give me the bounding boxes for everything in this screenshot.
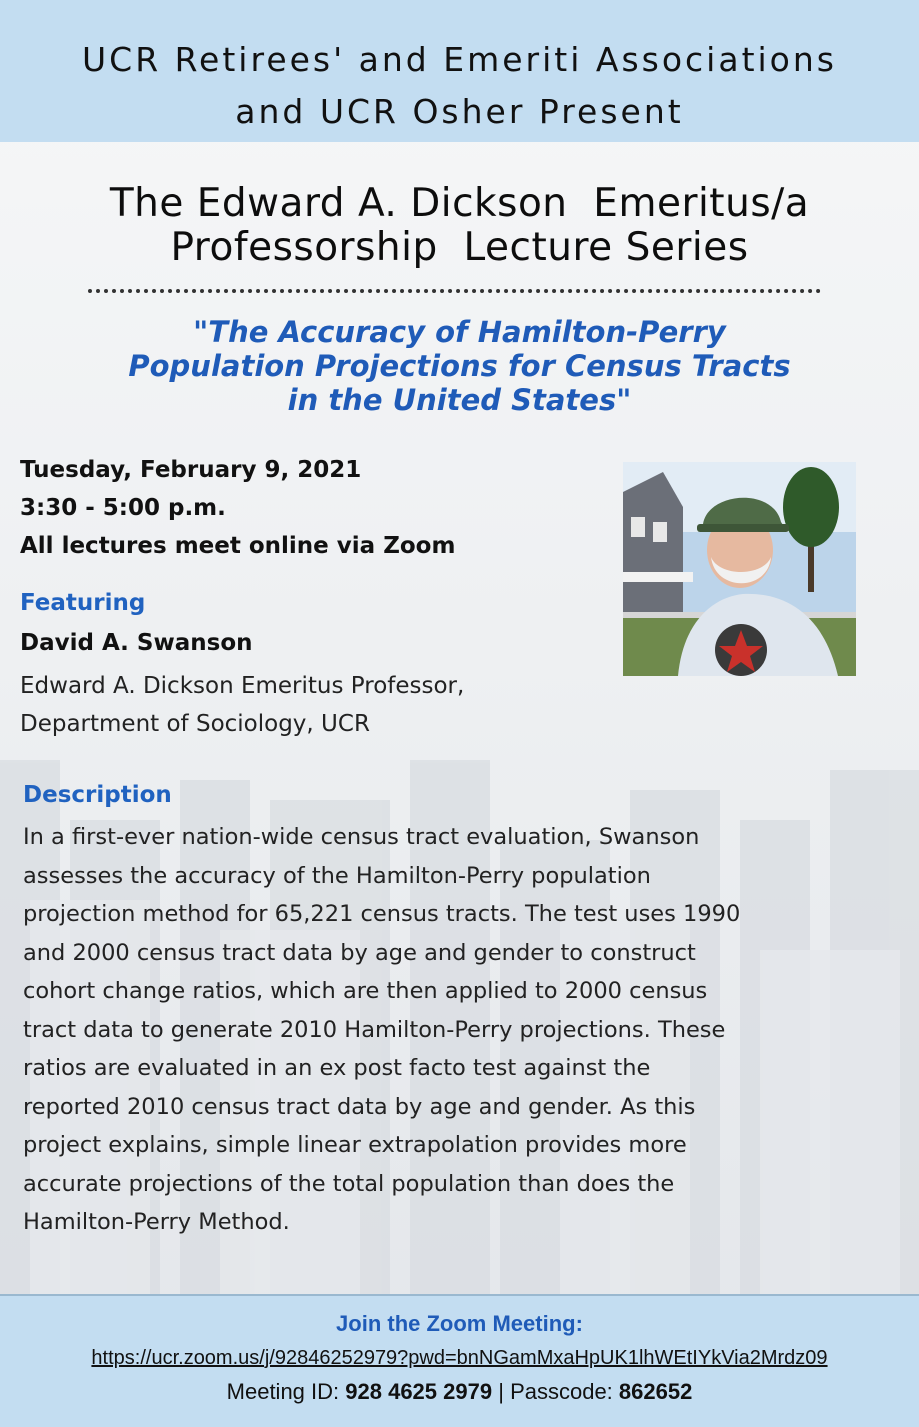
meeting-id: 928 4625 2979: [345, 1379, 493, 1404]
description-label: Description: [23, 782, 172, 808]
description-line: cohort change ratios, which are then applied to 2000 census: [23, 978, 708, 1004]
speaker-title-line-2: Department of Sociology, UCR: [20, 711, 370, 737]
speaker-title: [20, 667, 464, 743]
zoom-heading: Join the Zoom Meeting:: [336, 1311, 583, 1336]
talk-title-line-2: Population Projections for Census Tracts: [128, 349, 791, 383]
event-location: All lectures meet online via Zoom: [20, 533, 456, 559]
meeting-id-label: Meeting ID:: [226, 1379, 340, 1404]
description-line: and 2000 census tract data by age and gender to construct: [23, 939, 696, 966]
zoom-meeting-link[interactable]: https://ucr.zoom.us/j/92846252979?pwd=bnNGamMxaHpUK1lhWEtIYkVia2Mrdz09: [91, 1347, 828, 1369]
presenters-line-2: and UCR Osher Present: [235, 92, 684, 131]
presenters-banner: [0, 0, 919, 142]
description-line: Hamilton-Perry Method.: [23, 1209, 290, 1235]
talk-title: [0, 315, 919, 417]
description-line: accurate projections of the total population than does the: [23, 1170, 675, 1197]
lecture-series-title: [0, 182, 919, 270]
event-date: Tuesday, February 9, 2021: [20, 457, 362, 483]
presenters-line-1: UCR Retirees' and Emeriti Associations: [82, 40, 837, 79]
meeting-credentials: [0, 1378, 919, 1406]
description-line: projection method for 65,221 census tracts. The test uses 1990: [23, 901, 741, 927]
description-line: tract data to generate 2010 Hamilton-Perry projections. These: [23, 1016, 726, 1043]
description-line: reported 2010 census tract data by age and gender. As this: [23, 1093, 696, 1120]
zoom-banner: [0, 1294, 919, 1427]
description-text: [23, 818, 903, 1242]
description-line: assesses the accuracy of the Hamilton-Perry population: [23, 862, 651, 889]
speaker-photo: [623, 462, 856, 676]
description-line: ratios are evaluated in an ex post facto test against the: [23, 1055, 651, 1081]
featuring-label: Featuring: [20, 590, 146, 616]
dotted-divider: [88, 289, 821, 293]
description-line: project explains, simple linear extrapolation provides more: [23, 1132, 687, 1158]
series-title-line-2: Professorship Lecture Series: [170, 225, 749, 270]
talk-title-line-3: in the United States": [287, 383, 632, 417]
credentials-separator: |: [498, 1379, 504, 1404]
event-details: [20, 451, 455, 565]
talk-title-line-1: "The Accuracy of Hamilton-Perry: [193, 315, 726, 349]
passcode: 862652: [618, 1379, 693, 1404]
passcode-label: Passcode:: [510, 1379, 613, 1404]
series-title-line-1: The Edward A. Dickson Emeritus/a: [109, 181, 810, 226]
speaker-title-line-1: Edward A. Dickson Emeritus Professor,: [20, 673, 465, 699]
event-time: 3:30 - 5:00 p.m.: [20, 495, 226, 521]
description-line: In a first-ever nation-wide census tract evaluation, Swanson: [23, 824, 700, 850]
speaker-name: David A. Swanson: [20, 630, 253, 656]
